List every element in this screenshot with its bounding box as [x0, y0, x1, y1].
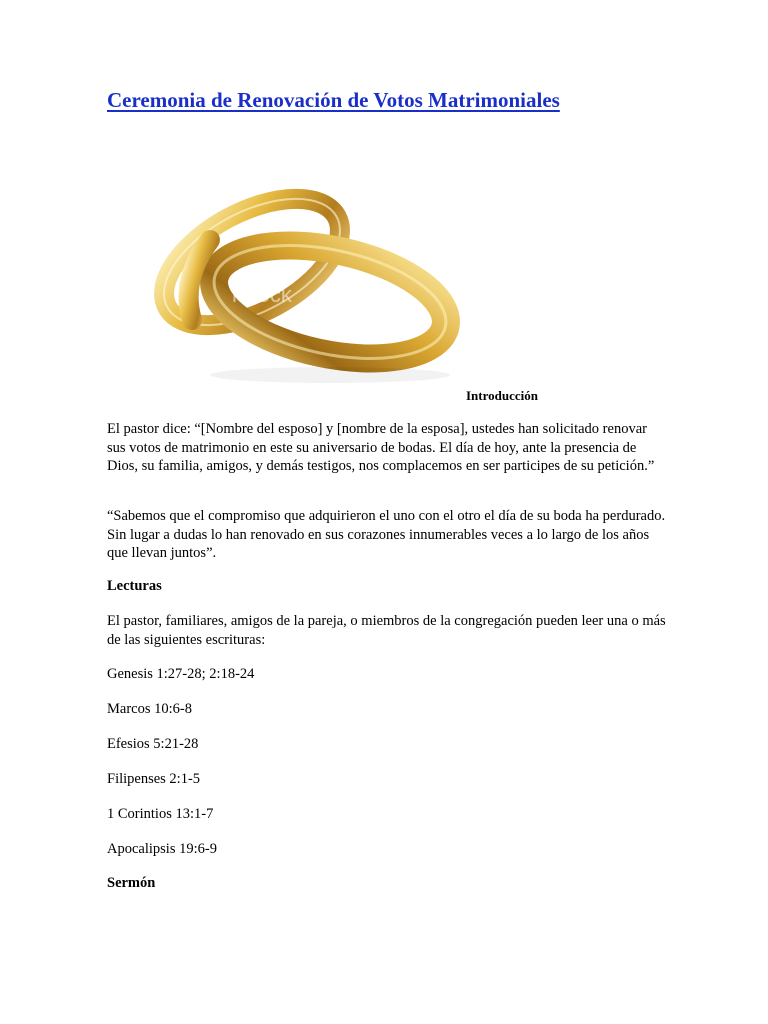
readings-heading: Lecturas	[107, 578, 162, 594]
scripture-item: Marcos 10:6-8	[107, 701, 192, 717]
scripture-item: Genesis 1:27-28; 2:18-24	[107, 666, 255, 682]
introduction-heading: Introducción	[466, 388, 538, 403]
readings-intro: El pastor, familiares, amigos de la pareja, o miembros de la congregación pueden leer una o más de las siguientes escrituras:	[107, 613, 666, 648]
istock-watermark: iStock	[232, 282, 292, 307]
wedding-rings-icon	[140, 170, 460, 390]
scripture-item: Filipenses 2:1-5	[107, 771, 201, 787]
document-title-link[interactable]: Ceremonia de Renovación de Votos Matrimoniales	[107, 88, 560, 112]
sermon-heading: Sermón	[107, 875, 156, 891]
scripture-list	[107, 665, 254, 875]
scripture-item: 1 Corintios 13:1-7	[107, 806, 214, 822]
scripture-item: Apocalipsis 19:6-9	[107, 841, 217, 857]
scripture-item: Efesios 5:21-28	[107, 736, 199, 752]
paragraph-commitment: “Sabemos que el compromiso que adquirieron el uno con el otro el día de su boda ha perdurado. Sin lugar a dudas lo han renovado en sus corazones innumerables veces a lo largo de los años que llevan juntos”.	[107, 508, 666, 561]
wedding-rings-image	[140, 170, 460, 390]
paragraph-pastor-says: El pastor dice: “[Nombre del esposo] y [nombre de la esposa], ustedes han solicitado renovar sus votos de matrimonio en este su aniversario de bodas. El día de hoy, ante la presencia de Dios, su familia, amigos, y demás testigos, nos complacemos en ser participes de su petición.”	[107, 421, 655, 474]
